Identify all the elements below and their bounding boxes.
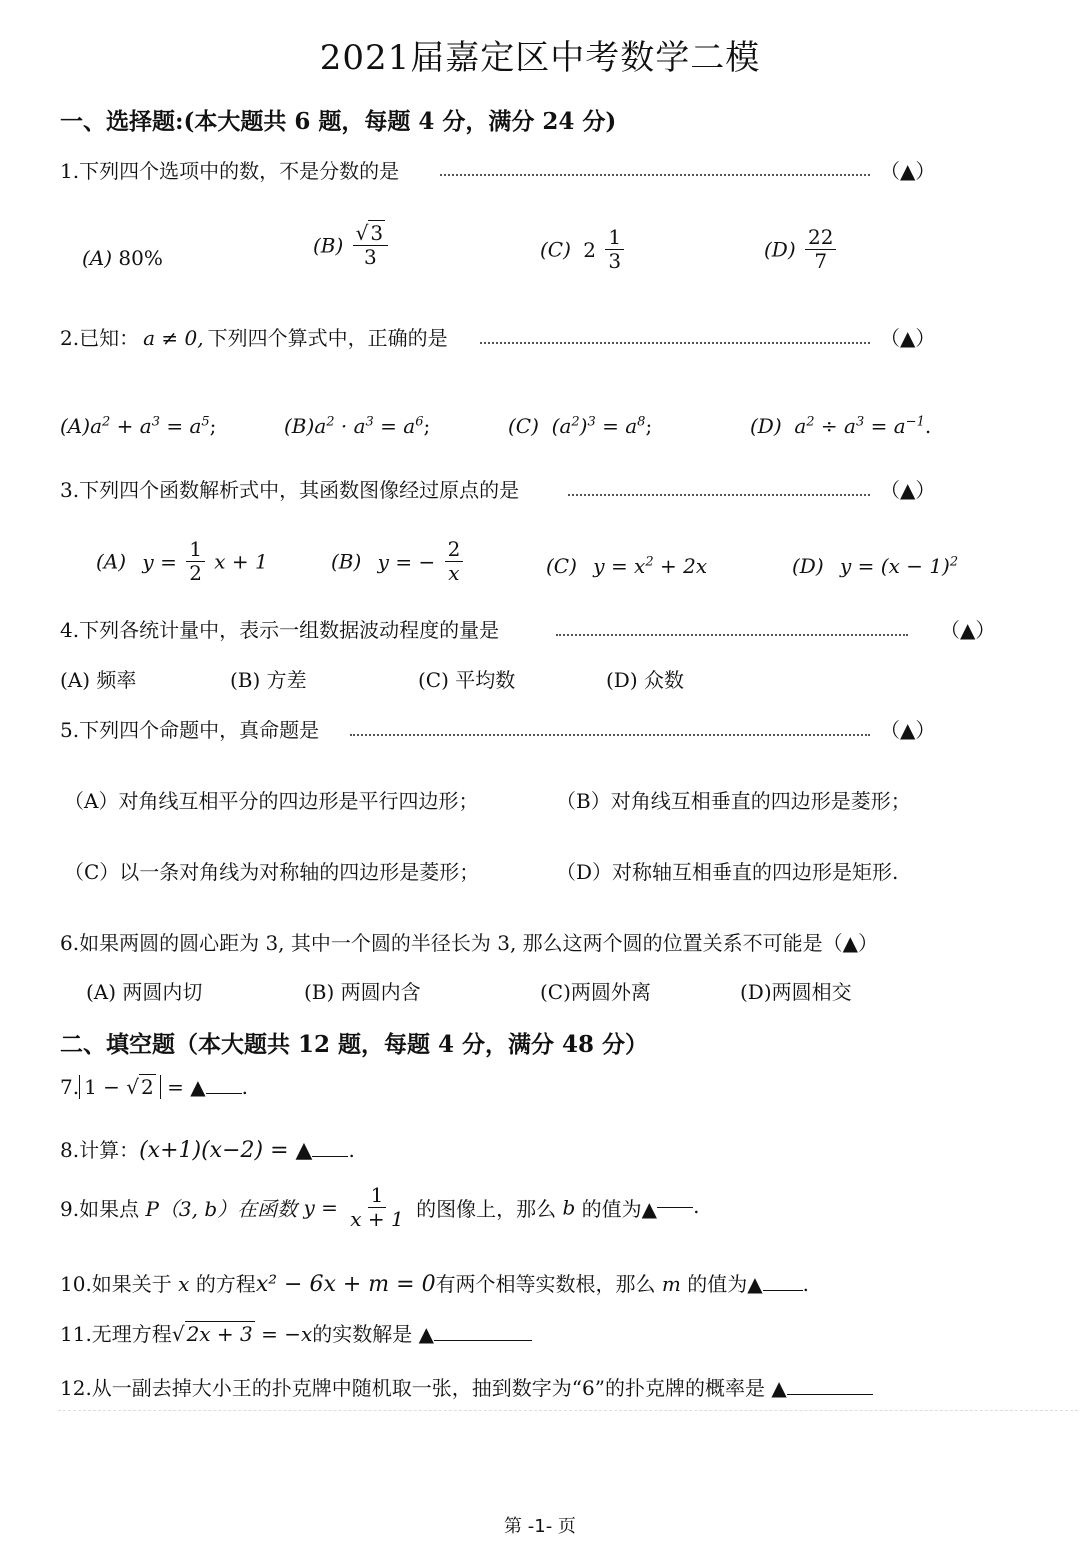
leader-dots — [568, 492, 870, 496]
q6-option-d: (D)两圆相交 — [740, 980, 852, 1004]
q3-option-d: (D) $y = (x - 1)^2$ — [792, 554, 959, 578]
q3-option-a: (A) y = $\frac{1}{2}$ x + 1 — [96, 537, 268, 585]
q5-option-b: （B）对角线互相垂直的四边形是菱形； — [556, 789, 911, 813]
question-11: 11.无理方程√ 2x + 3 = −x的实数解是 ▲ — [60, 1318, 532, 1347]
q2-option-d: (D) $a^2 \div a^3 = a^{-1}$. — [750, 414, 932, 438]
question-8: 8.计算：(x+1)(x−2) = ▲ . — [60, 1138, 355, 1163]
question-9: 9.如果点 P（3, b）在函数 y = $\frac{1}{x + 1}$ 的图像上，那么 b 的值为▲ . — [60, 1183, 700, 1231]
q6-option-b: (B) 两圆内含 — [304, 980, 421, 1004]
q3-option-c: (C) $y = x^2 + 2x$ — [546, 554, 708, 578]
question-5-stem: 5.下列四个命题中，真命题是 — [60, 718, 320, 742]
q2-option-a: $(A)a^2 + a^3 = a^5$; — [60, 414, 217, 438]
section-heading-fill: 二、填空题（本大题共 12 题，每题 4 分，满分 48 分） — [60, 1031, 649, 1058]
page-title: 2021届嘉定区中考数学二模 — [319, 38, 761, 78]
fraction: $\frac{2}{x}$ — [445, 538, 464, 585]
answer-mark: （▲） — [880, 326, 936, 350]
fraction: $\frac{1}{3}$ — [605, 226, 624, 273]
q1-option-d: (D) $\frac{22}{7}$ — [764, 226, 839, 273]
fraction: $\frac{1}{2}$ — [186, 538, 205, 585]
page-divider — [58, 1410, 1078, 1411]
fraction: $\frac{√ 3}{3}$ — [353, 222, 388, 269]
question-1-stem: 1.下列四个选项中的数，不是分数的是 — [60, 159, 400, 183]
answer-mark: （▲） — [880, 718, 936, 742]
page-number: 第 -1- 页 — [504, 1516, 576, 1537]
fraction: $\frac{22}{7}$ — [805, 226, 836, 273]
q5-option-d: （D）对称轴互相垂直的四边形是矩形. — [556, 860, 899, 884]
answer-mark: （▲） — [940, 618, 996, 642]
q2-option-c: (C) $(a^2)^3 = a^8$; — [508, 414, 653, 438]
q5-option-a: （A）对角线互相平分的四边形是平行四边形； — [64, 789, 479, 813]
question-4-stem: 4.下列各统计量中，表示一组数据波动程度的量是 — [60, 618, 500, 642]
q1-option-c: (C) 2 $\frac{1}{3}$ — [540, 226, 627, 273]
section-heading-choice: 一、选择题:(本大题共 6 题，每题 4 分，满分 24 分) — [60, 108, 617, 135]
question-12: 12.从一副去掉大小王的扑克牌中随机取一张，抽到数字为“6”的扑克牌的概率是 ▲ — [60, 1372, 873, 1401]
q5-option-c: （C）以一条对角线为对称轴的四边形是菱形； — [64, 860, 480, 884]
leader-dots — [350, 732, 870, 736]
question-2-stem: 2.已知： a ≠ 0, 下列四个算式中，正确的是 — [60, 326, 448, 350]
q1-option-a: (A) 80% — [82, 246, 163, 270]
leader-dots — [556, 632, 908, 636]
q6-option-c: (C)两圆外离 — [540, 980, 651, 1004]
q2-option-b: $(B)a^2 \cdot a^3 = a^6$; — [284, 414, 431, 438]
answer-mark: （▲） — [880, 478, 936, 502]
answer-blank[interactable] — [787, 1394, 873, 1395]
question-7: 7. 1 − √ 2 = ▲ . — [60, 1075, 248, 1099]
q3-option-b: (B) y = − $\frac{2}{x}$ — [331, 538, 466, 585]
leader-dots — [480, 340, 870, 344]
question-10: 10.如果关于 x 的方程x² − 6x + m = 0有两个相等实数根，那么 m 的值为▲ . — [60, 1272, 809, 1297]
fraction: $\frac{1}{x + 1}$ — [350, 1183, 404, 1231]
leader-dots — [440, 172, 870, 176]
question-6-stem: 6.如果两圆的圆心距为 3, 其中一个圆的半径长为 3, 那么这两个圆的位置关系不可能是（▲） — [60, 931, 879, 955]
q4-option-a: (A) 频率 — [60, 668, 137, 692]
q1-option-b: (B) $\frac{√ 3}{3}$ — [313, 222, 391, 269]
question-3-stem: 3.下列四个函数解析式中，其函数图像经过原点的是 — [60, 478, 520, 502]
q4-option-d: (D) 众数 — [606, 668, 684, 692]
q4-option-b: (B) 方差 — [230, 668, 307, 692]
answer-mark: （▲） — [880, 159, 936, 183]
q4-option-c: (C) 平均数 — [418, 668, 516, 692]
answer-blank[interactable] — [434, 1340, 532, 1341]
q6-option-a: (A) 两圆内切 — [86, 980, 203, 1004]
